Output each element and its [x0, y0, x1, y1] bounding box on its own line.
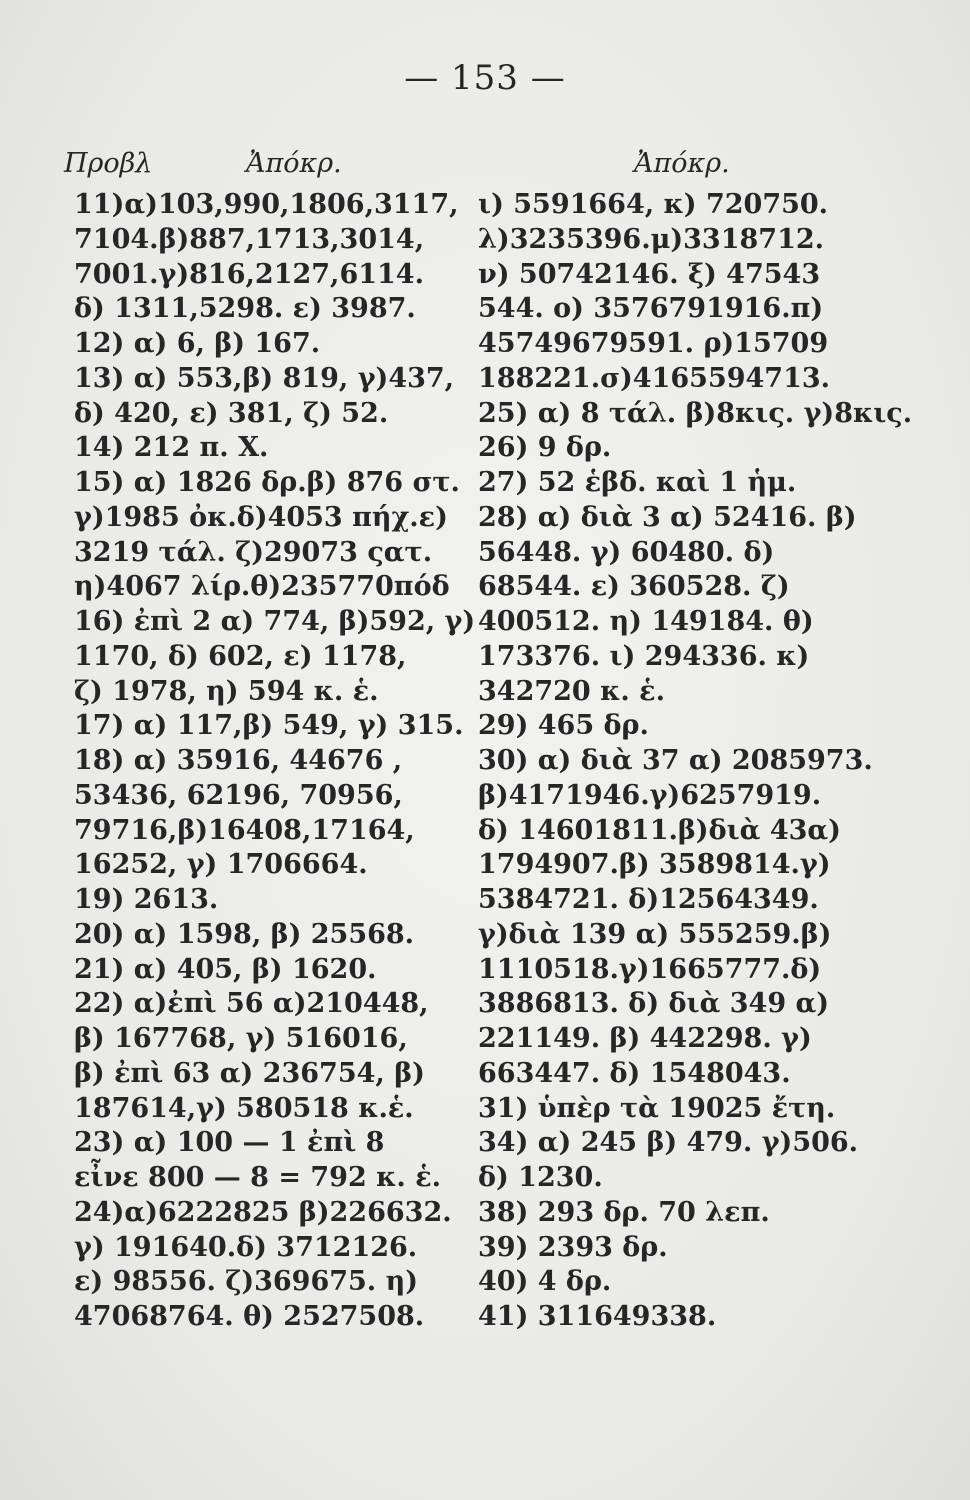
answer-line: γ)διὰ 139 α) 555259.β): [478, 918, 832, 950]
answer-line: 26) 9 δρ.: [478, 432, 612, 464]
answer-line: 14) 212 π. Χ.: [74, 432, 269, 464]
answer-line: 173376. ι) 294336. κ): [478, 640, 810, 672]
answer-line: 187614,γ) 580518 κ.ἑ.: [74, 1092, 414, 1124]
answer-line: 24)α)6222825 β)226632.: [74, 1196, 452, 1228]
answer-line: 1170, δ) 602, ε) 1178,: [74, 640, 407, 672]
answer-line: ζ) 1978, η) 594 κ. ἑ.: [74, 675, 379, 707]
answer-line: 68544. ε) 360528. ζ): [478, 571, 790, 603]
answer-line: 13) α) 553,β) 819, γ)437,: [74, 362, 455, 394]
answer-line: 25) α) 8 τάλ. β)8κις. γ)8κις.: [478, 397, 913, 429]
answer-line: 29) 465 δρ.: [478, 710, 649, 742]
answer-line: 31) ὑπὲρ τὰ 19025 ἔτη.: [478, 1092, 836, 1124]
answer-line: η)4067 λίρ.θ)235770πόδ: [74, 571, 450, 603]
answer-line: 47068764. θ) 2527508.: [74, 1301, 425, 1332]
answer-line: ε) 98556. ζ)369675. η): [74, 1266, 419, 1298]
left-answer-column: [74, 188, 475, 1335]
answer-line: δ) 420, ε) 381, ζ) 52.: [74, 397, 389, 429]
answer-line: β)4171946.γ)6257919.: [478, 779, 822, 811]
answer-line: δ) 1311,5298. ε) 3987.: [74, 293, 416, 325]
answer-line: 15) α) 1826 δρ.β) 876 στ.: [74, 467, 460, 498]
answer-line: γ) 191640.δ) 3712126.: [74, 1231, 418, 1263]
header-right-answer: Ἀπόκρ.: [634, 148, 730, 179]
answer-line: 41) 311649338.: [478, 1301, 717, 1332]
answer-line: 663447. δ) 1548043.: [478, 1057, 791, 1089]
answer-line: 30) α) διὰ 37 α) 2085973.: [478, 745, 873, 776]
answer-line: 20) α) 1598, β) 25568.: [74, 918, 415, 950]
answer-line: 19) 2613.: [74, 884, 219, 915]
answer-line: 544. ο) 3576791916.π): [478, 293, 824, 325]
answer-line: 7104.β)887,1713,3014,: [74, 223, 425, 255]
answer-line: 27) 52 ἑβδ. καὶ 1 ἡμ.: [478, 467, 797, 498]
answer-line: 34) α) 245 β) 479. γ)506.: [478, 1127, 859, 1159]
answer-line: 3219 τάλ. ζ)29073 ςατ.: [74, 536, 433, 568]
answer-line: 56448. γ) 60480. δ): [478, 536, 775, 568]
answer-line: 16252, γ) 1706664.: [74, 849, 368, 881]
answer-line: β) ἐπὶ 63 α) 236754, β): [74, 1057, 425, 1089]
right-answer-column: [478, 188, 912, 1335]
answer-line: 53436, 62196, 70956,: [74, 779, 403, 811]
header-left-problem: Προβλ: [64, 148, 153, 179]
answer-line: 21) α) 405, β) 1620.: [74, 953, 377, 985]
answer-line: 22) α)ἐπὶ 56 α)210448,: [74, 988, 429, 1020]
header-left-answer: Ἀπόκρ.: [246, 148, 342, 179]
answer-line: 23) α) 100 — 1 ἐπὶ 8: [74, 1127, 385, 1159]
answer-line: 16) ἐπὶ 2 α) 774, β)592, γ): [74, 606, 476, 637]
answer-line: 7001.γ)816,2127,6114.: [74, 258, 424, 290]
answer-line: 3886813. δ) διὰ 349 α): [478, 988, 830, 1020]
answer-line: εἶνε 800 — 8 = 792 κ. ἑ.: [74, 1162, 442, 1193]
answer-line: 188221.σ)4165594713.: [478, 362, 831, 394]
answer-line: λ)3235396.μ)3318712.: [478, 223, 825, 255]
answer-line: 17) α) 117,β) 549, γ) 315.: [74, 710, 464, 742]
answer-line: 38) 293 δρ. 70 λεπ.: [478, 1196, 770, 1228]
answer-line: β) 167768, γ) 516016,: [74, 1023, 408, 1054]
answer-line: ν) 50742146. ξ) 47543: [478, 258, 821, 290]
answer-line: 1794907.β) 3589814.γ): [478, 849, 831, 881]
answer-line: δ) 14601811.β)διὰ 43α): [478, 814, 841, 846]
answer-line: 28) α) διὰ 3 α) 52416. β): [478, 501, 857, 533]
answer-line: 221149. β) 442298. γ): [478, 1023, 812, 1054]
answer-line: δ) 1230.: [478, 1162, 603, 1193]
answer-line: 18) α) 35916, 44676 ,: [74, 745, 403, 776]
answer-line: 400512. η) 149184. θ): [478, 606, 814, 637]
answer-line: 45749679591. ρ)15709: [478, 328, 829, 359]
answer-line: 39) 2393 δρ.: [478, 1231, 668, 1263]
page-number: — 153 —: [404, 58, 566, 98]
answer-line: 5384721. δ)12564349.: [478, 884, 819, 915]
answer-line: 79716,β)16408,17164,: [74, 814, 415, 846]
answer-line: 11)α)103,990,1806,3117,: [74, 189, 459, 220]
answer-line: ι) 5591664, κ) 720750.: [478, 189, 829, 220]
answer-line: 342720 κ. ἑ.: [478, 675, 665, 707]
answer-line: γ)1985 ὀκ.δ)4053 πήχ.ε): [74, 501, 448, 533]
answer-line: 40) 4 δρ.: [478, 1266, 612, 1298]
answer-line: 1110518.γ)1665777.δ): [478, 953, 822, 985]
answer-line: 12) α) 6, β) 167.: [74, 328, 321, 359]
